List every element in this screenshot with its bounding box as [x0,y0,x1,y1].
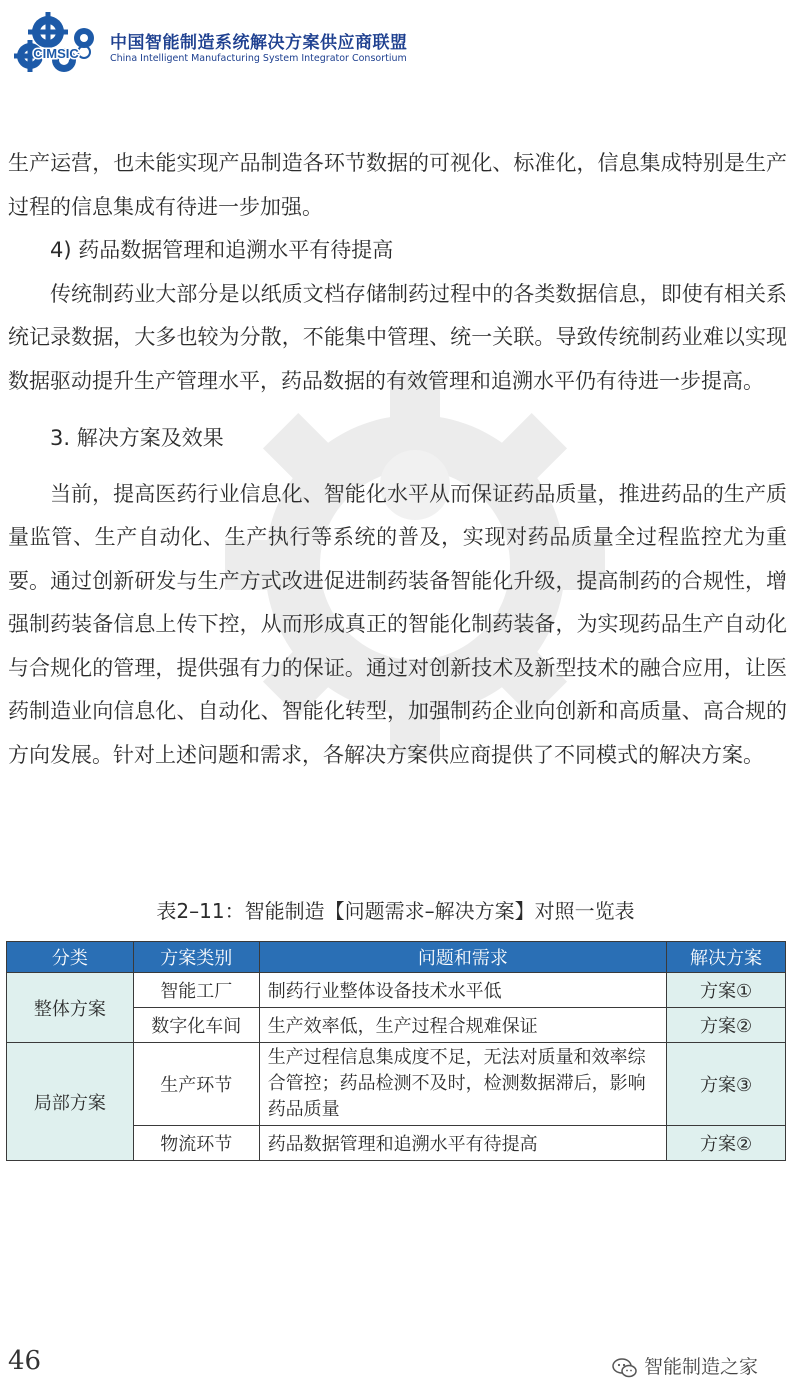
type-cell: 生产环节 [133,1043,259,1126]
body-text [8,142,787,777]
section-heading-solutions: 3. 解决方案及效果 [50,426,224,450]
subheading-drug-data: 4) 药品数据管理和追溯水平有待提高 [50,238,394,262]
svg-text:CIMSIC: CIMSIC [33,46,79,61]
solution-cell: 方案② [667,1126,786,1161]
header-problem: 问题和需求 [259,942,666,973]
header-solution: 解决方案 [667,942,786,973]
paragraph-solutions: 当前，提高医药行业信息化、智能化水平从而保证药品质量，推进药品的生产质量监管、生产自动化、生产执行等系统的普及，实现对药品质量全过程监控尤为重要。通过创新研发与生产方式改进促进制药装备智能化升级，提高制药的合规性，增强制药装备信息上传下控，从而形成真正的智能化制药装备，为实现药品生产自动化与合规化的管理，提供强有力的保证。通过对创新技术及新型技术的融合应用，让医药制造业向信息化、自动化、智能化转型，加强制药企业向创新和高质量、高合规的方向发展。针对上述问题和需求，各解决方案供应商提供了不同模式的解决方案。 [8,481,787,767]
page-header [8,8,408,82]
solution-cell: 方案③ [667,1043,786,1126]
problem-cell: 药品数据管理和追溯水平有待提高 [259,1126,666,1161]
category-cell: 局部方案 [7,1043,134,1161]
header-type: 方案类别 [133,942,259,973]
problem-solution-table [6,941,786,1161]
org-name-en: China Intelligent Manufacturing System Integrator Consortium [110,53,407,64]
type-cell: 数字化车间 [133,1008,259,1043]
table-header-row [7,942,786,973]
header-category: 分类 [7,942,134,973]
table-caption: 表2–11：智能制造【问题需求–解决方案】对照一览表 [156,899,635,923]
page-number: 46 [8,1346,42,1376]
problem-cell: 制药行业整体设备技术水平低 [259,973,666,1008]
problem-cell: 生产过程信息集成度不足，无法对质量和效率综合管控；药品检测不及时，检测数据滞后，影响药品质量 [259,1043,666,1126]
paragraph-continuation: 生产运营，也未能实现产品制造各环节数据的可视化、标准化，信息集成特别是生产过程的信息集成有待进一步加强。 [8,151,787,219]
solution-cell: 方案② [667,1008,786,1043]
type-cell: 物流环节 [133,1126,259,1161]
table-row [7,973,786,1008]
category-cell: 整体方案 [7,973,134,1043]
org-name-cn: 中国智能制造系统解决方案供应商联盟 [110,33,408,53]
paragraph-drug-data: 传统制药业大部分是以纸质文档存储制药过程中的各类数据信息，即使有相关系统记录数据，大多也较为分散，不能集中管理、统一关联。导致传统制药业难以实现数据驱动提升生产管理水平，药品数据的有效管理和追溯水平仍有待进一步提高。 [8,281,787,393]
type-cell: 智能工厂 [133,973,259,1008]
brand-name: 智能制造之家 [644,1356,759,1378]
wechat-icon [612,1358,638,1378]
problem-cell: 生产效率低，生产过程合规难保证 [259,1008,666,1043]
cimsic-gear-logo-icon [8,8,108,82]
solution-cell: 方案① [667,973,786,1008]
wechat-brand [612,1352,758,1379]
table-row [7,1043,786,1126]
